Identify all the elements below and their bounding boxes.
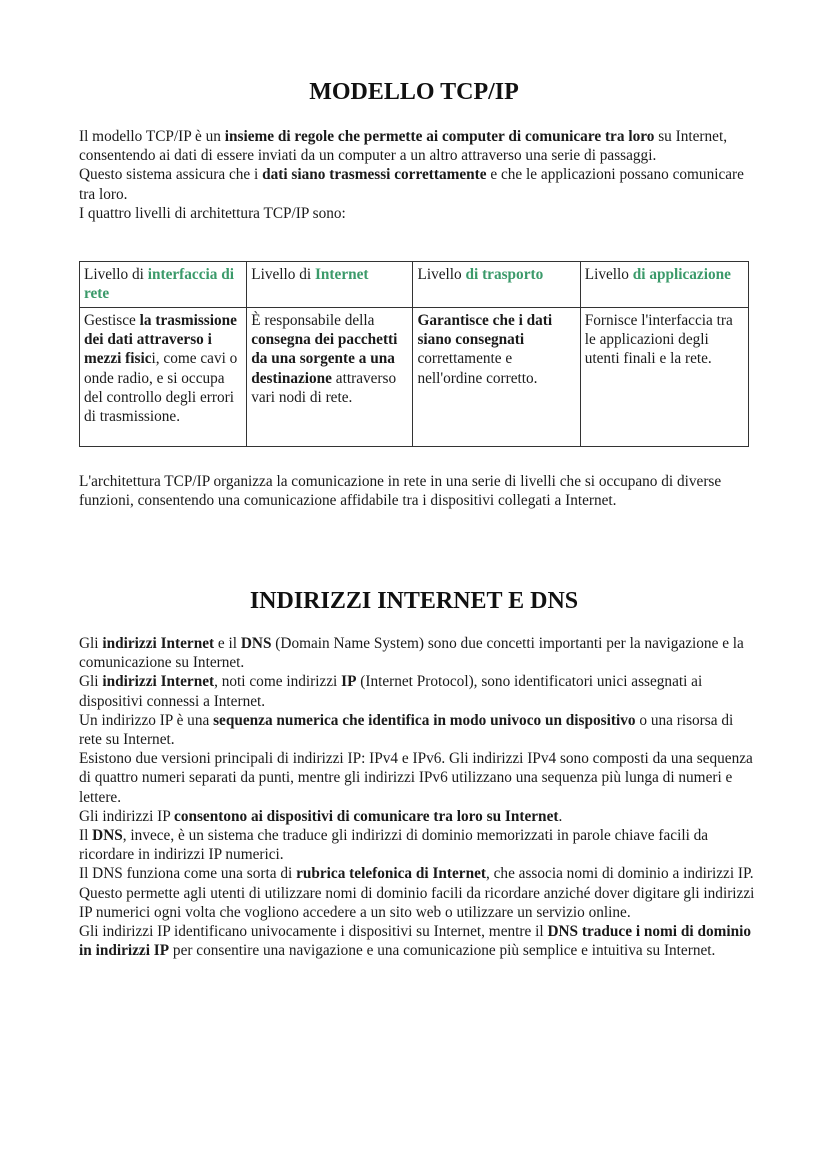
bold-text: la trasmissione dei dati attraverso i mezzi fisic: [84, 312, 237, 368]
tcpip-levels-table: [79, 261, 749, 447]
header-prefix: Livello: [417, 266, 466, 283]
bold-text: IP: [341, 673, 357, 691]
bold-text: insieme di regole che permette ai computer di comunicare tra loro: [224, 128, 655, 145]
header-cell: [580, 262, 748, 308]
bold-text: indirizzi Internet: [102, 635, 215, 652]
bold-text: indirizzi Internet: [102, 673, 215, 691]
table-cell: [580, 308, 748, 447]
table-header-row: [80, 262, 749, 308]
bold-text: DNS: [240, 635, 272, 652]
text-line: Il modello TCP/IP è un insieme di regole che permette ai computer di comunicare tra loro su Internet, consentendo ai dati di essere inviati da un computer a un altro attraverso una serie di passaggi.: [79, 128, 728, 165]
bold-text: DNS: [92, 827, 123, 845]
text-line: È responsabile della consegna dei pacchetti da una sorgente a una destinazione attraverso vari nodi di rete.: [251, 312, 398, 406]
section-title-tcpip: MODELLO TCP/IP: [309, 79, 519, 105]
tcpip-outro: L'architettura TCP/IP organizza la comunicazione in rete in una serie di livelli che si occupano di diverse funzioni, consentendo una comunicazione affidabile tra i dispositivi collegati a Internet.: [79, 473, 722, 510]
bold-text: rubrica telefonica di Internet: [296, 865, 486, 883]
header-accent: di applicazione: [632, 266, 731, 283]
text-line: Garantisce che i dati siano consegnati correttamente e nell'ordine corretto.: [417, 312, 553, 387]
bold-text: DNS traduce i nomi di dominio in indirizzi IP: [79, 923, 751, 960]
text-line: Il DNS funziona come una sorta di rubrica telefonica di Internet, che associa nomi di dominio a indirizzi IP.: [79, 865, 754, 883]
header-prefix: Livello: [584, 266, 633, 283]
tcpip-intro: [79, 127, 759, 223]
text-line: Esistono due versioni principali di indirizzi IP: IPv4 e IPv6. Gli indirizzi IPv4 sono composti da una sequenza di quattro numeri separati da punti, mentre gli indirizzi IPv6 utilizzano una sequenza più lunga di numeri e lettere.: [79, 750, 753, 806]
text-line: Questo permette agli utenti di utilizzare nomi di dominio facili da ricordare anziché dover digitare gli indirizzi IP numerici ogni volta che vogliono accedere a un sito web o utilizzare un servizio online.: [79, 884, 755, 921]
header-prefix: Livello di: [84, 266, 148, 283]
table-cell: [80, 308, 247, 447]
text-line: I quattro livelli di architettura TCP/IP sono:: [79, 204, 346, 222]
header-accent: di trasporto: [465, 266, 544, 283]
section-title-dns: INDIRIZZI INTERNET E DNS: [249, 588, 579, 614]
text-line: Gestisce la trasmissione dei dati attraverso i mezzi fisici, come cavi o onde radio, e si occupa del controllo degli errori di trasmissione.: [84, 312, 238, 426]
bold-text: consegna dei pacchetti da una sorgente a una destinazione: [251, 331, 398, 387]
header-accent: Internet: [314, 266, 369, 283]
text-line: Un indirizzo IP è una sequenza numerica che identifica in modo univoco un dispositivo o una risorsa di rete su Internet.: [79, 711, 734, 749]
bold-text: dati siano trasmessi correttamente: [262, 166, 487, 184]
text-line: Gli indirizzi IP identificano univocamente i dispositivi su Internet, mentre il DNS traduce i nomi di dominio in indirizzi IP per consentire una navigazione e una comunicazione più semplice e intuitiva su Internet.: [79, 923, 751, 960]
header-cell: [80, 262, 247, 308]
table-cell: [247, 308, 413, 447]
text-line: Fornisce l'interfaccia tra le applicazioni degli utenti finali e la rete.: [584, 312, 733, 368]
bold-text: sequenza numerica che identifica in modo univoco un dispositivo: [213, 711, 636, 729]
dns-paragraphs: [79, 634, 759, 960]
header-cell: [413, 262, 580, 308]
table-cell: [413, 308, 580, 447]
text-line: Gli indirizzi Internet, noti come indirizzi IP (Internet Protocol), sono identificatori unici assegnati ai dispositivi connessi a Internet.: [79, 673, 703, 710]
text-line: Questo sistema assicura che i dati siano trasmessi correttamente e che le applicazioni possano comunicare tra loro.: [79, 166, 744, 203]
header-prefix: Livello di: [251, 266, 315, 283]
text-line: Gli indirizzi Internet e il DNS (Domain Name System) sono due concetti importanti per la navigazione e la comunicazione su Internet.: [79, 635, 744, 672]
header-cell: [247, 262, 413, 308]
bold-text: Garantisce che i dati siano consegnati: [417, 312, 553, 349]
text-line: Gli indirizzi IP consentono ai dispositivi di comunicare tra loro su Internet.: [79, 807, 563, 825]
header-accent: interfaccia di rete: [84, 266, 234, 303]
table-row: [80, 308, 749, 447]
bold-text: consentono ai dispositivi di comunicare tra loro su Internet: [174, 807, 559, 825]
text-line: Il DNS, invece, è un sistema che traduce gli indirizzi di dominio memorizzati in parole chiave facili da ricordare in indirizzi IP numerici.: [79, 827, 709, 864]
